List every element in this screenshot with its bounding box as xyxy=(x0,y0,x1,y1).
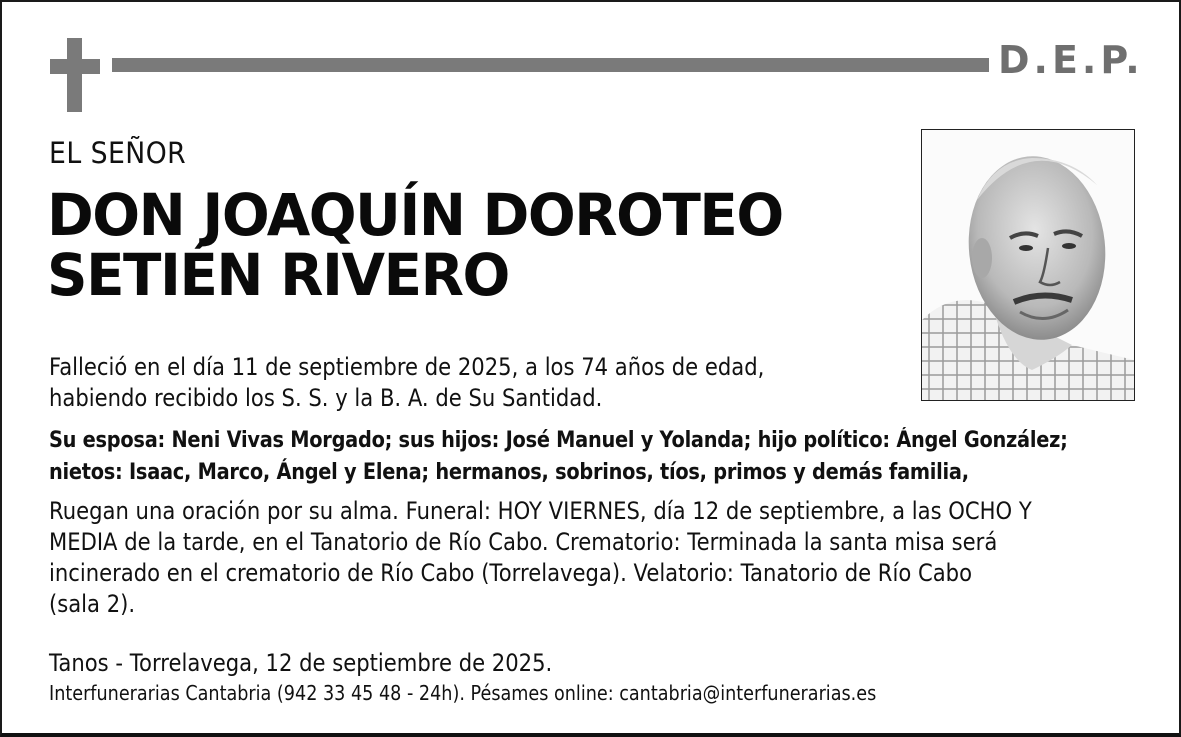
text-line: Ruegan una oración por su alma. Funeral: HOY VIERNES, día 12 de septiembre, a las OCHO Y xyxy=(49,497,1032,525)
text-line: habiendo recibido los S. S. y la B. A. de Su Santidad. xyxy=(49,384,603,412)
portrait-photo xyxy=(921,129,1135,401)
honorific: EL SEÑOR xyxy=(49,136,187,170)
portrait-image xyxy=(922,130,1134,400)
cross-icon xyxy=(50,38,100,112)
name-line: DON JOAQUÍN DOROTEO xyxy=(47,181,783,249)
family-list xyxy=(49,425,1068,489)
place-date: Tanos - Torrelavega, 12 de septiembre de 2025. xyxy=(49,649,553,677)
text-line: (sala 2). xyxy=(49,590,136,618)
funeral-home-contact: Interfunerarias Cantabria (942 33 45 48 - 24h). Pésames online: cantabria@interfunerarias.es xyxy=(49,681,877,705)
dep-label: D.E.P. xyxy=(998,38,1144,82)
text-line: MEDIA de la tarde, en el Tanatorio de Río Cabo. Crematorio: Terminada la santa misa será xyxy=(49,528,998,556)
text-line: incinerado en el crematorio de Río Cabo (Torrelavega). Velatorio: Tanatorio de Río Cabo xyxy=(49,559,973,587)
deceased-name xyxy=(47,181,783,309)
text-line: Falleció en el día 11 de septiembre de 2025, a los 74 años de edad, xyxy=(49,353,765,381)
text-line: nietos: Isaac, Marco, Ángel y Elena; hermanos, sobrinos, tíos, primos y demás familia, xyxy=(49,460,969,485)
text-line: Su esposa: Neni Vivas Morgado; sus hijos: José Manuel y Yolanda; hijo político: Ángel González; xyxy=(49,428,1068,453)
name-line: SETIÉN RIVERO xyxy=(47,241,509,309)
header-rule xyxy=(112,58,989,72)
death-statement xyxy=(49,352,764,414)
funeral-details xyxy=(49,496,1032,620)
